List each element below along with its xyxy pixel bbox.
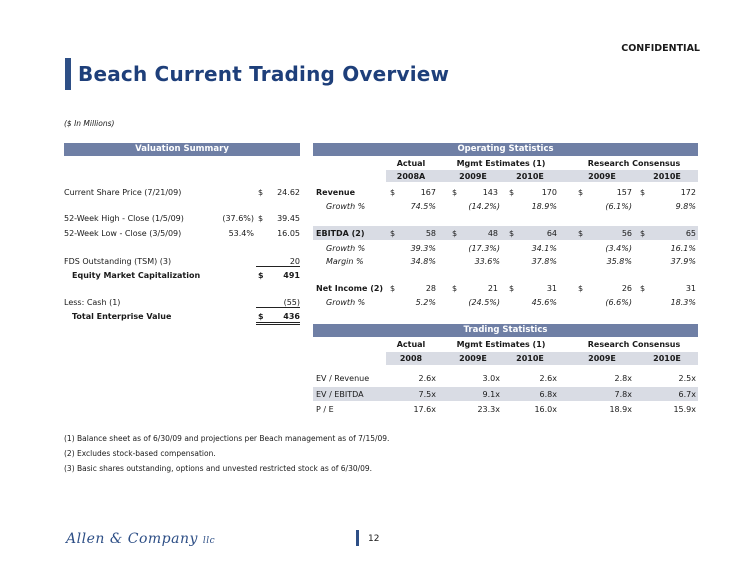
operating-value: (17.3%): [468, 244, 500, 253]
trading-value: 6.7x: [678, 390, 696, 399]
currency-symbol: $: [578, 229, 584, 238]
group-mgmt: Mgmt Estimates (1): [456, 340, 546, 349]
operating-value: 65: [685, 229, 696, 238]
logo-main: Allen & Company: [66, 531, 198, 547]
valuation-value: 491: [283, 271, 300, 280]
trading-value: 2.8x: [614, 374, 632, 383]
operating-value: (6.6%): [605, 298, 632, 307]
currency-symbol: $: [452, 188, 458, 197]
page-number: 12: [368, 534, 380, 544]
year-header: 2008: [399, 354, 423, 363]
valuation-label: Total Enterprise Value: [72, 312, 172, 321]
trading-value: 17.6x: [413, 405, 436, 414]
currency-symbol: $: [390, 284, 396, 293]
operating-value: (3.4%): [605, 244, 632, 253]
trading-value: 2.5x: [678, 374, 696, 383]
trading-value: 2.6x: [418, 374, 436, 383]
operating-statistics-header: Operating Statistics: [313, 143, 698, 156]
units-note: ($ In Millions): [64, 119, 115, 128]
operating-label: EBITDA (2): [316, 229, 365, 238]
operating-value: 34.8%: [410, 257, 436, 266]
currency-symbol: $: [509, 284, 515, 293]
group-actual: Actual: [396, 159, 426, 168]
operating-value: (24.5%): [468, 298, 500, 307]
group-mgmt: Mgmt Estimates (1): [456, 159, 546, 168]
trading-value: 3.0x: [482, 374, 500, 383]
valuation-label: 52-Week Low - Close (3/5/09): [64, 229, 182, 238]
operating-value: 37.8%: [531, 257, 557, 266]
operating-value: 16.1%: [670, 244, 696, 253]
valuation-label: Current Share Price (7/21/09): [64, 188, 182, 197]
currency-symbol: $: [452, 284, 458, 293]
ev-ebitda-highlight-row: [313, 387, 698, 401]
valuation-value: 436: [283, 312, 300, 321]
currency-symbol: $: [640, 188, 646, 197]
group-actual: Actual: [396, 340, 426, 349]
operating-value: 170: [541, 188, 557, 197]
year-header: 2010E: [516, 354, 544, 363]
year-header: 2008A: [396, 172, 426, 181]
currency-symbol: $: [258, 214, 264, 223]
currency-symbol: $: [390, 229, 396, 238]
logo-suffix: llc: [202, 536, 216, 546]
group-research: Research Consensus: [587, 159, 681, 168]
operating-value: 48: [487, 229, 498, 238]
operating-label: Growth %: [326, 202, 366, 211]
operating-value: 28: [425, 284, 436, 293]
year-header: 2009E: [588, 172, 616, 181]
trading-value: 7.5x: [418, 390, 436, 399]
operating-label: Growth %: [326, 244, 366, 253]
page-title: Beach Current Trading Overview: [78, 62, 450, 86]
operating-value: 5.2%: [415, 298, 436, 307]
operating-value: 34.1%: [531, 244, 557, 253]
operating-value: 21: [487, 284, 498, 293]
operating-value: 74.5%: [410, 202, 436, 211]
operating-value: 31: [685, 284, 696, 293]
operating-value: 26: [621, 284, 632, 293]
operating-value: 35.8%: [606, 257, 632, 266]
trading-value: 6.8x: [539, 390, 557, 399]
trading-label: EV / EBITDA: [316, 390, 364, 399]
operating-label: Growth %: [326, 298, 366, 307]
currency-symbol: $: [258, 312, 264, 321]
footnote: (1) Balance sheet as of 6/30/09 and projections per Beach management as of 7/15/09.: [64, 434, 390, 443]
valuation-label: Equity Market Capitalization: [72, 271, 201, 280]
footnote: (2) Excludes stock-based compensation.: [64, 449, 216, 458]
operating-value: 172: [680, 188, 696, 197]
valuation-value: 24.62: [277, 188, 300, 197]
operating-value: 9.8%: [675, 202, 696, 211]
valuation-label: Less: Cash (1): [64, 298, 121, 307]
operating-value: 18.3%: [670, 298, 696, 307]
valuation-label: FDS Outstanding (TSM) (3): [64, 257, 172, 266]
trading-value: 23.3x: [477, 405, 500, 414]
title-accent-bar: [65, 58, 71, 90]
trading-label: P / E: [316, 405, 334, 414]
year-header: 2009E: [459, 172, 487, 181]
trading-value: 2.6x: [539, 374, 557, 383]
trading-value: 15.9x: [673, 405, 696, 414]
operating-value: 64: [546, 229, 557, 238]
operating-label: Net Income (2): [316, 284, 384, 293]
operating-value: 37.9%: [670, 257, 696, 266]
company-logo: [66, 531, 215, 547]
currency-symbol: $: [640, 284, 646, 293]
year-header: 2009E: [459, 354, 487, 363]
year-header: 2009E: [588, 354, 616, 363]
valuation-pct: 53.4%: [228, 229, 254, 238]
operating-value: 56: [621, 229, 632, 238]
operating-value: 45.6%: [531, 298, 557, 307]
footer-accent-bar: [356, 530, 359, 546]
operating-value: 58: [425, 229, 436, 238]
operating-value: (14.2%): [468, 202, 500, 211]
valuation-value: 20: [256, 256, 300, 267]
operating-value: 157: [616, 188, 632, 197]
trading-value: 7.8x: [614, 390, 632, 399]
operating-value: 143: [482, 188, 498, 197]
valuation-label: 52-Week High - Close (1/5/09): [64, 214, 184, 223]
operating-value: 18.9%: [531, 202, 557, 211]
operating-value: 33.6%: [474, 257, 500, 266]
operating-label: Revenue: [316, 188, 356, 197]
trading-value: 18.9x: [609, 405, 632, 414]
valuation-value: (55): [256, 297, 300, 308]
currency-symbol: $: [258, 188, 264, 197]
operating-label: Margin %: [326, 257, 364, 266]
currency-symbol: $: [390, 188, 396, 197]
currency-symbol: $: [509, 188, 515, 197]
trading-value: 16.0x: [534, 405, 557, 414]
group-research: Research Consensus: [587, 340, 681, 349]
currency-symbol: $: [509, 229, 515, 238]
operating-value: 31: [546, 284, 557, 293]
valuation-pct: (37.6%): [222, 214, 254, 223]
currency-symbol: $: [578, 284, 584, 293]
trading-label: EV / Revenue: [316, 374, 370, 383]
footnote: (3) Basic shares outstanding, options and unvested restricted stock as of 6/30/09.: [64, 464, 373, 473]
currency-symbol: $: [452, 229, 458, 238]
valuation-value: 39.45: [277, 214, 300, 223]
currency-symbol: $: [578, 188, 584, 197]
year-header: 2010E: [516, 172, 544, 181]
operating-value: (6.1%): [605, 202, 632, 211]
valuation-summary-header: Valuation Summary: [64, 143, 300, 156]
currency-symbol: $: [258, 271, 264, 280]
trading-value: 9.1x: [482, 390, 500, 399]
trading-statistics-header: Trading Statistics: [313, 324, 698, 337]
currency-symbol: $: [640, 229, 646, 238]
year-header: 2010E: [653, 354, 681, 363]
operating-value: 39.3%: [410, 244, 436, 253]
operating-value: 167: [420, 188, 436, 197]
confidential-label: CONFIDENTIAL: [621, 43, 700, 54]
year-header: 2010E: [653, 172, 681, 181]
valuation-value: 16.05: [277, 229, 300, 238]
